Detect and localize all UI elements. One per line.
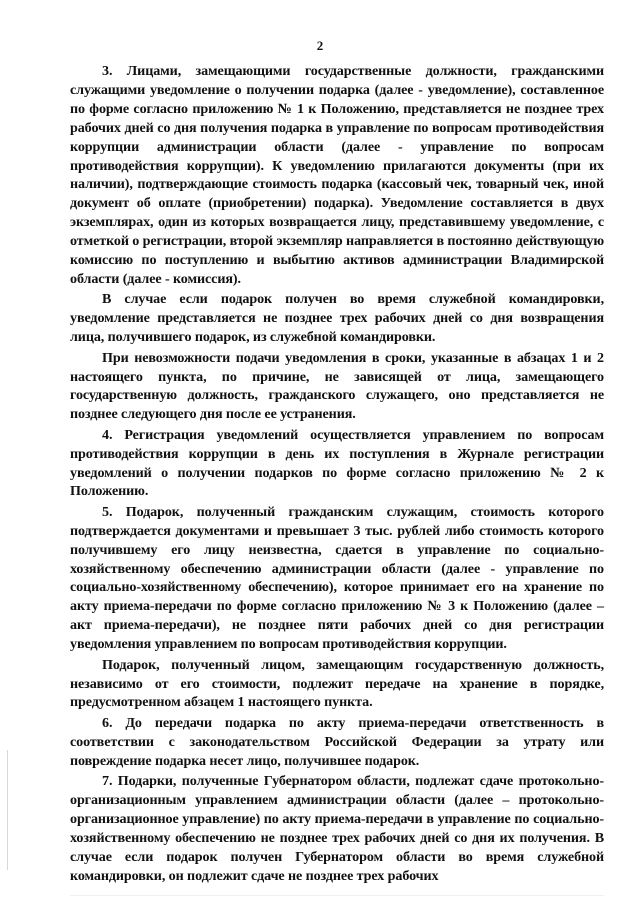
paragraph-6-liability: 6. До передачи подарка по акту приема-передачи ответственность в соответствии с законодательством Российской Федерации за утрату или повреждение подарка несет лицо, получившее подарок. (70, 714, 604, 769)
paragraph-7-governor-gifts: 7. Подарки, полученные Губернатором области, подлежат сдаче протокольно-организационным управлением администрации области (далее – протокольно-организационное управление) по акту приема-передачи в управление по социально-хозяйственному обеспечению не позднее трех рабочих дней со дня их получения. В случае если подарок получен Губернатором области во время служебной командировки, он подлежит сдаче не позднее трех рабочих (70, 773, 604, 884)
paragraph-impossibility: При невозможности подачи уведомления в сроки, указанные в абзацах 1 и 2 настоящего пункта, по причине, не зависящей от лица, замещающего государственную должность, гражданского служащего, оно представляется не позднее следующего дня после ее устранения. (70, 349, 604, 423)
paragraph-business-trip: В случае если подарок получен во время служебной командировки, уведомление представляется не позднее трех рабочих дней со дня возвращения лица, получившего подарок, из служебной командировки. (70, 291, 604, 346)
paragraph-4-registration: 4. Регистрация уведомлений осуществляется управлением по вопросам противодействия коррупции в день их поступления в Журнале регистрации уведомлений о получении подарков по форме согласно приложению № 2 к Положению. (70, 426, 604, 500)
paragraph-3-notification: 3. Лицами, замещающими государственные должности, гражданскими служащими уведомление о получении подарка (далее - уведомление), составленное по форме согласно приложению № 1 к Положению, представляется не позднее трех рабочих дней со дня получения подарка в управление по вопросам противодействия коррупции администрации области (далее - управление по вопросам противодействия коррупции). К уведомлению прилагаются документы (при их наличии), подтверждающие стоимость подарка (кассовый чек, товарный чек, иной документ об оплате (приобретении) подарка). Уведомление составляется в двух экземплярах, один из которых возвращается лицу, представившему уведомление, с отметкой о регистрации, второй экземпляр направляется в постоянно действующую комиссию по поступлению и выбытию активов администрации Владимирской области (далее - комиссия). (70, 63, 605, 287)
paragraph-state-position-gift: Подарок, полученный лицом, замещающим государственную должность, независимо от его стоимости, подлежит передаче на хранение в порядке, предусмотренном абзацем 1 настоящего пункта. (70, 656, 604, 711)
page-number: 2 (316, 38, 324, 53)
scan-bottom-mark (70, 895, 604, 896)
scan-edge-mark (7, 750, 8, 870)
paragraph-5-gift-storage: 5. Подарок, полученный гражданским служащим, стоимость которого подтверждается документами и превышает 3 тыс. рублей либо стоимость которого получившему его лицу неизвестна, сдается в управление по социально-хозяйственному обеспечению администрации области (далее - управление по социально-хозяйственному обеспечению), которое принимает его на хранение по акту приема-передачи по форме согласно приложению № 3 к Положению (далее – акт приема-передачи), не позднее пяти рабочих дней со дня регистрации уведомления управлением по вопросам противодействия коррупции. (70, 503, 604, 653)
document-body (70, 62, 604, 887)
